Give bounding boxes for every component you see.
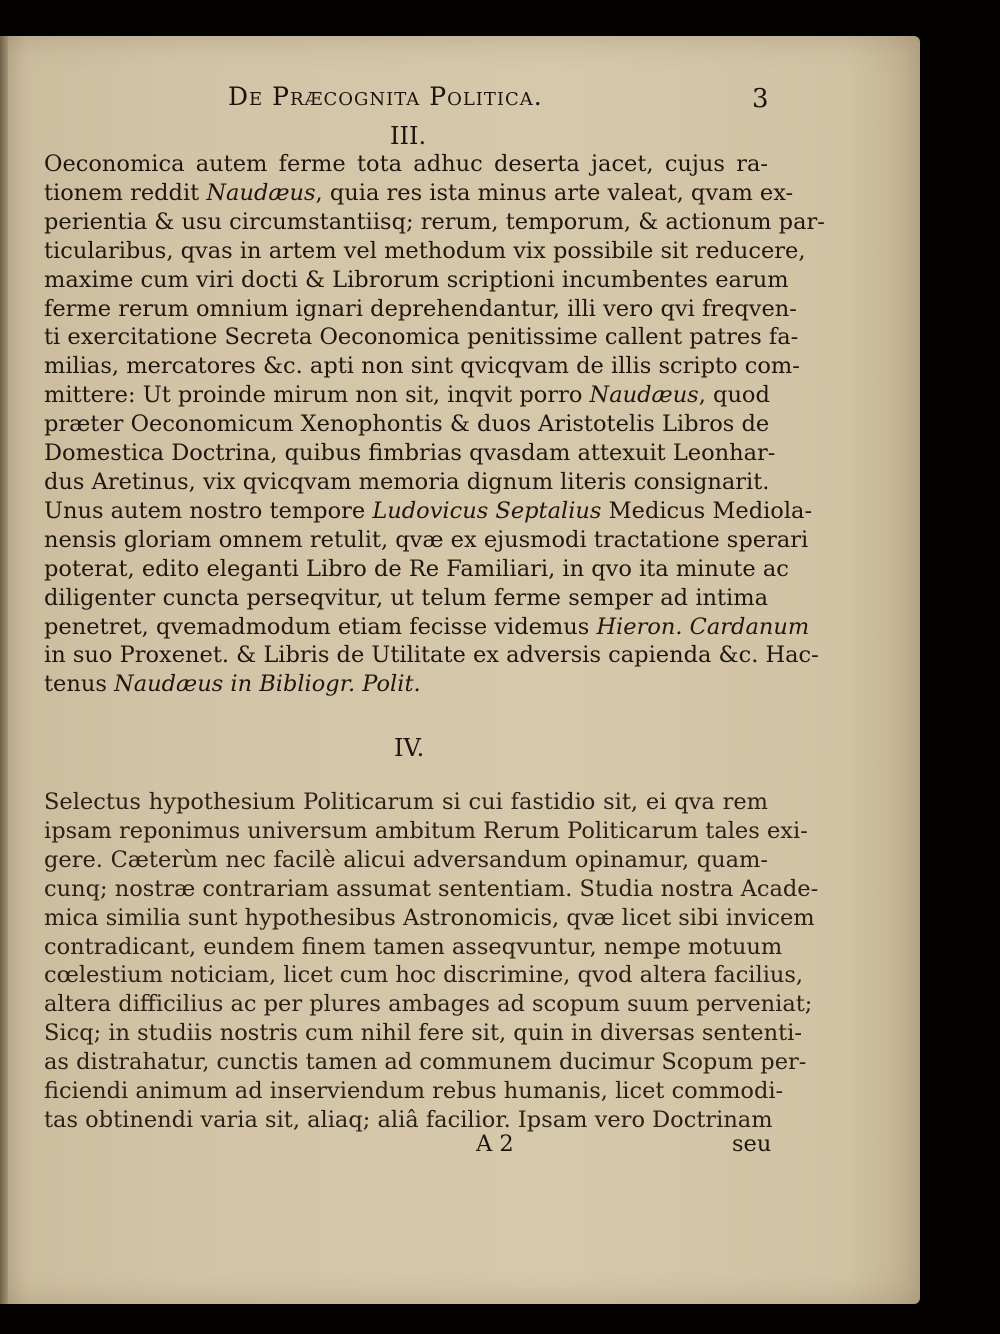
text-line bbox=[44, 150, 768, 179]
text-segment: Selectus hypothesium Politicarum si cui fastidio sit, ei qva rem bbox=[44, 789, 768, 815]
running-title: De Præcognita Politica. bbox=[228, 82, 543, 111]
page-gutter-edge bbox=[0, 36, 8, 1304]
text-segment: in suo Proxenet. & Libris de Utilitate ex adversis capienda &c. Hac- bbox=[44, 642, 819, 669]
text-line bbox=[44, 381, 768, 410]
text-line bbox=[44, 179, 794, 208]
text-line bbox=[44, 555, 789, 584]
text-line bbox=[44, 410, 768, 439]
text-segment: ti exercitatione Secreta Oeconomica penitissime callent patres fa- bbox=[44, 324, 799, 351]
text-segment: mica similia sunt hypothesibus Astronomicis, qvæ licet sibi invicem bbox=[44, 904, 815, 931]
text-segment: gere. Cæterùm nec facilè alicui adversandum opinamur, quam- bbox=[44, 846, 768, 873]
text-segment: as distrahatur, cunctis tamen ad communem ducimur Scopum per- bbox=[44, 1049, 807, 1076]
text-segment: contradicant, eundem finem tamen asseqvuntur, nempe motuum bbox=[44, 933, 783, 960]
catchword: seu bbox=[732, 1131, 772, 1157]
text-segment: cœlestium noticiam, licet cum hoc discrimine, qvod altera facilius, bbox=[44, 962, 804, 989]
text-segment: diligenter cuncta perseqvitur, ut telum ferme semper ad intima bbox=[44, 584, 768, 611]
text-line bbox=[44, 933, 783, 962]
text-line bbox=[44, 990, 813, 1019]
text-line bbox=[44, 266, 789, 295]
text-segment: cunq; nostræ contrariam assumat sententiam. Studia nostra Acade- bbox=[44, 875, 819, 902]
text-line bbox=[44, 1106, 773, 1135]
text-line bbox=[44, 961, 804, 990]
text-line bbox=[44, 526, 809, 555]
text-segment: Medicus Mediola- bbox=[601, 497, 813, 524]
text-segment: tas obtinendi varia sit, aliaq; aliâ facilior. Ipsam vero Doctrinam bbox=[44, 1106, 773, 1133]
page-number: 3 bbox=[752, 84, 769, 114]
text-line bbox=[44, 904, 815, 933]
text-segment: mittere: Ut proinde mirum non sit, inqvit porro bbox=[44, 382, 590, 409]
text-segment: Sicq; in studiis nostris cum nihil fere sit, quin in diversas sententi- bbox=[44, 1020, 802, 1047]
text-line bbox=[44, 439, 776, 468]
text-segment: Unus autem nostro tempore bbox=[44, 497, 373, 524]
italic-text-segment: Ludovicus Septalius bbox=[372, 497, 602, 524]
text-segment: tionem reddit bbox=[44, 179, 207, 206]
text-segment: dus Aretinus, vix qvicqvam memoria dignum literis consignarit. bbox=[44, 468, 770, 495]
text-line bbox=[44, 468, 768, 497]
text-segment: nensis gloriam omnem retulit, qvæ ex ejusmodi tractatione sperari bbox=[44, 526, 809, 553]
text-segment: ficiendi animum ad inserviendum rebus humanis, licet commodi- bbox=[44, 1078, 784, 1105]
text-segment: Oeconomica autem ferme tota adhuc deserta jacet, cujus ra- bbox=[44, 151, 768, 177]
text-segment: , quia res ista minus arte valeat, qvam ex- bbox=[315, 179, 794, 206]
text-segment: tenus bbox=[44, 671, 115, 698]
text-segment: ferme rerum omnium ignari deprehendantur, illi vero qvi freqven- bbox=[44, 295, 797, 322]
text-line bbox=[44, 817, 808, 846]
text-line bbox=[44, 670, 768, 699]
text-line bbox=[44, 1077, 784, 1106]
section-iii-paragraph bbox=[44, 150, 825, 699]
text-line bbox=[44, 788, 768, 817]
text-segment: milias, mercatores &c. apti non sint qvicqvam de illis scripto com- bbox=[44, 353, 800, 380]
text-segment: ipsam reponimus universum ambitum Rerum Politicarum tales exi- bbox=[44, 817, 808, 844]
text-segment: penetret, qvemadmodum etiam fecisse videmus bbox=[44, 613, 597, 640]
text-line bbox=[44, 875, 819, 904]
text-segment: , quod bbox=[698, 382, 770, 409]
text-line bbox=[44, 584, 768, 613]
text-segment: Domestica Doctrina, quibus fimbrias qvasdam attexuit Leonhar- bbox=[44, 440, 776, 467]
text-line bbox=[44, 497, 813, 526]
text-line bbox=[44, 1019, 802, 1048]
section-iv-paragraph bbox=[44, 788, 819, 1135]
text-segment: ticularibus, qvas in artem vel methodum vix possibile sit reducere, bbox=[44, 237, 806, 264]
section-numeral-iv: IV. bbox=[394, 734, 425, 762]
text-segment: maxime cum viri docti & Librorum scriptioni incumbentes earum bbox=[44, 266, 789, 293]
signature-mark: A 2 bbox=[476, 1131, 514, 1157]
text-line bbox=[44, 208, 825, 237]
italic-text-segment: Naudæus bbox=[589, 382, 699, 409]
text-line bbox=[44, 323, 799, 352]
text-segment: præter Oeconomicum Xenophontis & duos Aristotelis Libros de bbox=[44, 411, 770, 438]
text-segment: altera difficilius ac per plures ambages ad scopum suum perveniat; bbox=[44, 991, 813, 1018]
text-line bbox=[44, 237, 806, 266]
italic-text-segment: Naudæus bbox=[206, 179, 316, 206]
text-line bbox=[44, 1048, 807, 1077]
text-line bbox=[44, 352, 800, 381]
text-line bbox=[44, 846, 768, 875]
section-numeral-iii: III. bbox=[390, 122, 427, 150]
text-line bbox=[44, 641, 819, 670]
text-segment: perientia & usu circumstantiisq; rerum, temporum, & actionum par- bbox=[44, 208, 825, 235]
text-line bbox=[44, 613, 810, 642]
text-line bbox=[44, 295, 797, 324]
italic-text-segment: Naudæus in Bibliogr. Polit. bbox=[114, 671, 421, 698]
italic-text-segment: Hieron. Cardanum bbox=[596, 613, 810, 640]
text-segment: poterat, edito eleganti Libro de Re Familiari, in qvo ita minute ac bbox=[44, 555, 789, 582]
